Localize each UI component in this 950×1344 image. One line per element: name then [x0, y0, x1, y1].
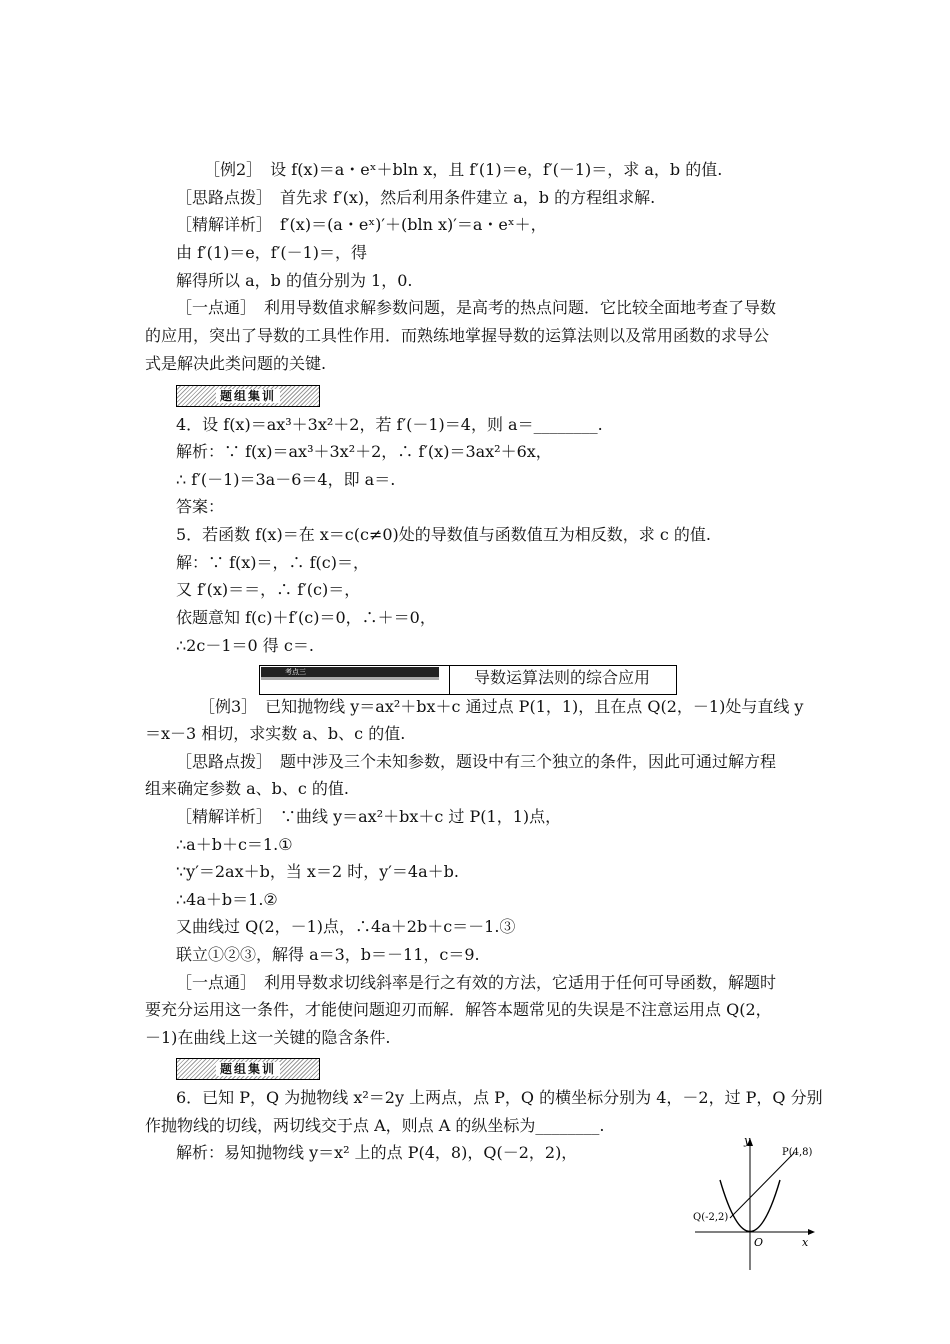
banner-label: 题组集训	[216, 1062, 280, 1076]
equation-2: ∴4a＋b＝1.②	[176, 890, 278, 909]
equation-3: 又曲线过 Q(2，－1)点，∴4a＋2b＋c＝－1.③	[176, 917, 516, 936]
text-line: ∵y′＝2ax＋b，当 x＝2 时，y′＝4a＋b.	[176, 862, 459, 881]
origin-label: O	[754, 1236, 764, 1249]
hint-line: ［思路点拨］ 首先求 f′(x)，然后利用条件建立 a，b 的方程组求解.	[176, 188, 656, 207]
text-line: 联立①②③，解得 a＝3，b＝－11，c＝9.	[176, 945, 480, 964]
text-line: 作抛物线的切线，两切线交于点 A，则点 A 的纵坐标为________.	[145, 1116, 605, 1135]
parabola-graph	[690, 1130, 825, 1275]
topic-title: 导数运算法则的综合应用	[474, 668, 651, 687]
text-line: 组来确定参数 a、b、c 的值.	[145, 779, 350, 798]
topic-header	[259, 665, 677, 695]
example-3-statement: ［例3］ 已知抛物线 y＝ax²＋bx＋c 通过点 P(1，1)，且在点 Q(2，－1)处与直线 y	[199, 697, 804, 716]
point-p-label: P(4,8)	[782, 1147, 813, 1158]
note-line: 要充分运用这一条件，才能使问题迎刃而解．解答本题常见的失误是不注意运用点 Q(2，	[145, 1000, 772, 1019]
text-line: 解析：易知抛物线 y＝x² 上的点 P(4，8)，Q(－2，2)，	[176, 1143, 578, 1162]
hint-line: ［思路点拨］ 题中涉及三个未知参数，题设中有三个独立的条件，因此可通过解方程	[176, 752, 777, 771]
point-q-label: Q(-2,2)	[693, 1212, 729, 1223]
chord-pq	[730, 1153, 794, 1218]
text-line: ∴ f′(－1)＝3a－6＝4，即 a＝.	[176, 470, 396, 489]
y-axis-label: y	[744, 1134, 751, 1147]
practice-banner	[176, 385, 320, 407]
text-line: 依题意知 f(c)＋f′(c)＝0，∴＋＝0，	[176, 608, 436, 627]
problem-5: 5．若函数 f(x)＝在 x＝c(c≠0)处的导数值与函数值互为相反数，求 c 的值.	[176, 525, 712, 544]
practice-banner	[176, 1058, 320, 1080]
text-line: 由 f′(1)＝e，f′(－1)＝，得	[176, 243, 367, 262]
text-line: 解得所以 a，b 的值分别为 1，0.	[176, 271, 413, 290]
text-line: ＝x－3 相切，求实数 a、b、c 的值.	[145, 724, 406, 743]
topic-divider	[449, 666, 450, 694]
topic-tag	[261, 667, 439, 677]
equation-1: ∴a＋b＋c＝1.①	[176, 835, 293, 854]
note-line: 式是解决此类问题的关键.	[145, 354, 327, 373]
topic-tag-bar	[261, 677, 439, 680]
text-line: 解析：∵ f(x)＝ax³＋3x²＋2，∴ f′(x)＝3ax²＋6x，	[176, 442, 552, 461]
solution-line: ［精解详析］ f′(x)＝(a・eˣ)′＋(bln x)′＝a・eˣ＋，	[176, 215, 547, 234]
solution-line: ［精解详析］ ∵曲线 y＝ax²＋bx＋c 过 P(1，1)点，	[176, 807, 562, 826]
text-line: 又 f′(x)＝＝，∴ f′(c)＝，	[176, 580, 361, 599]
banner-label: 题组集训	[216, 389, 280, 403]
text-line: ∴2c－1＝0 得 c＝.	[176, 636, 314, 655]
x-axis-label: x	[802, 1236, 809, 1249]
problem-4: 4．设 f(x)＝ax³＋3x²＋2，若 f′(－1)＝4，则 a＝________.	[176, 415, 603, 434]
note-line: －1)在曲线上这一关键的隐含条件.	[145, 1028, 391, 1047]
x-axis-arrow	[808, 1229, 815, 1235]
problem-6: 6．已知 P，Q 为抛物线 x²＝2y 上两点，点 P，Q 的横坐标分别为 4，－2，过 P，Q 分别	[176, 1088, 823, 1107]
example-2-statement: ［例2］ 设 f(x)＝a・eˣ＋bln x，且 f′(1)＝e，f′(－1)＝，求 a，b 的值.	[204, 160, 723, 179]
text-line: 解：∵ f(x)＝，∴ f(c)＝，	[176, 553, 369, 572]
note-line: ［一点通］ 利用导数值求解参数问题，是高考的热点问题．它比较全面地考查了导数	[176, 298, 777, 317]
note-line: ［一点通］ 利用导数求切线斜率是行之有效的方法，它适用于任何可导函数，解题时	[176, 973, 777, 992]
answer-line: 答案：	[176, 497, 225, 516]
topic-tag-label: 考点三	[285, 668, 306, 676]
note-line: 的应用，突出了导数的工具性作用．而熟练地掌握导数的运算法则以及常用函数的求导公	[145, 326, 770, 345]
